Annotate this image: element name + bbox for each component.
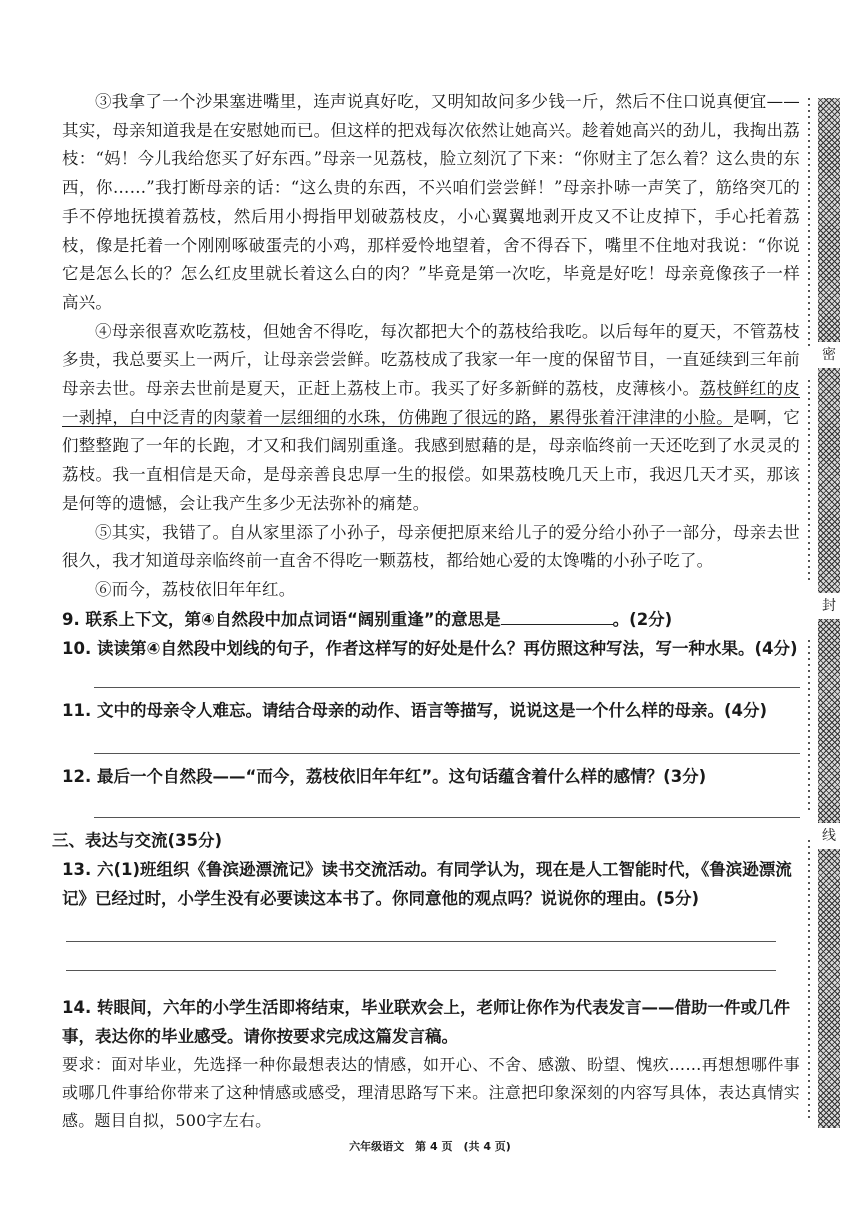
paragraph-4-start: ④母亲很喜欢吃荔枝，但她舍不得吃，每次都把大个的荔枝给我吃。以后每年的夏天，不管荔枝多贵，我总要买上一两斤，让母亲尝尝鲜。吃荔枝成了我家一年一度的保留节目，一直延续到三年前母亲去世。母亲去世前是夏天，正赶上荔枝上市。我买了好多新鲜的荔枝，皮薄核小。 — [62, 321, 800, 399]
binding-dots — [808, 98, 810, 348]
section-3-heading: 三、表达与交流(35分) — [52, 830, 223, 850]
question-11: 11. 文中的母亲令人难忘。请结合母亲的动作、语言等描写，说说这是一个什么样的母亲。(4分) — [62, 700, 768, 720]
paragraph-6: ⑥而今，荔枝依旧年年红。 — [95, 579, 296, 599]
paragraph-4-end: 是啊，它们整整跑了一年的长跑，才又和我们阔别重逢。我感到慰藉的是，母亲临终前一天还吃到了水灵灵的荔枝。我一直相信是天命，是母亲善良忠厚一生的报偿。如果荔枝晚几天上市，我迟几天才买，那该是何等的遗憾，会让我产生多少无法弥补的痛楚。 — [62, 407, 800, 513]
question-14-requirements: 要求：面对毕业，先选择一种你最想表达的情感，如开心、不舍、感激、盼望、愧疚……再想想哪件事或哪几件事给你带来了这种情感或感受，理清思路写下来。注意把印象深刻的内容写具体，表达真情实感。题目自拟，500字左右。 — [62, 1054, 800, 1130]
paragraph-5: ⑤其实，我错了。自从家里添了小孙子，母亲便把原来给儿子的爱分给小孙子一部分，母亲去世很久，我才知道母亲临终前一直舍不得吃一颗荔枝，都给她心爱的太馋嘴的小孙子吃了。 — [62, 522, 800, 571]
binding-dots — [808, 640, 810, 810]
question-14: 14. 转眼间，六年的小学生活即将结束，毕业联欢会上，老师让你作为代表发言——借助一件或几件事，表达你的毕业感受。请你按要求完成这篇发言稿。 — [62, 997, 790, 1046]
page-content — [52, 88, 800, 1135]
binding-label-xian: 线 — [817, 823, 841, 849]
paragraph-3: ③我拿了一个沙果塞进嘴里，连声说真好吃，又明知故问多少钱一斤，然后不住口说真便宜——其实，母亲知道我是在安慰她而已。但这样的把戏每次依然让她高兴。趁着她高兴的劲儿，我掏出荔枝：“妈！今儿我给您买了好东西。”母亲一见荔枝，脸立刻沉了下来：“你财主了怎么着？这么贵的东西，你……”我打断母亲的话：“这么贵的东西，不兴咱们尝尝鲜！”母亲扑哧一声笑了，筋络突兀的手不停地抚摸着荔枝，然后用小拇指甲划破荔枝皮，小心翼翼地剥开皮又不让皮掉下，手心托着荔枝，像是托着一个刚刚啄破蛋壳的小鸡，那样爱怜地望着，舍不得吞下，嘴里不住地对我说：“你说它是怎么长的？怎么红皮里就长着这么白的肉？”毕竟是第一次吃，毕竟是好吃！母亲竟像孩子一样高兴。 — [62, 92, 800, 312]
question-10: 10. 读读第④自然段中划线的句子，作者这样写的好处是什么？再仿照这种写法，写一种水果。(4分) — [62, 638, 798, 658]
underlined-sentence: 荔枝鲜红的皮一剥掉，白中泛青的肉蒙着一层细细的水珠，仿佛跑了很远的路，累得张着汗津津的小脸。 — [62, 379, 800, 427]
question-13: 13. 六(1)班组织《鲁滨逊漂流记》读书交流活动。有同学认为，现在是人工智能时代，《鲁滨逊漂流记》已经过时，小学生没有必要读这本书了。你同意他的观点吗？说说你的理由。(5分) — [62, 859, 792, 908]
question-9: 9. 联系上下文，第④自然段中加点词语“阔别重逢”的意思是 。(2分) — [62, 609, 673, 629]
binding-dots — [808, 380, 810, 580]
binding-label-mi: 密 — [817, 342, 841, 368]
page-footer: 六年级语文 第 4 页 (共 4 页) — [349, 1140, 511, 1153]
question-12: 12. 最后一个自然段——“而今，荔枝依旧年年红”。这句话蕴含着什么样的感情？(3分) — [62, 766, 707, 786]
binding-label-feng: 封 — [817, 593, 841, 619]
paragraph-4 — [62, 318, 800, 519]
answer-blank[interactable] — [501, 608, 613, 625]
binding-dots — [808, 840, 810, 1120]
